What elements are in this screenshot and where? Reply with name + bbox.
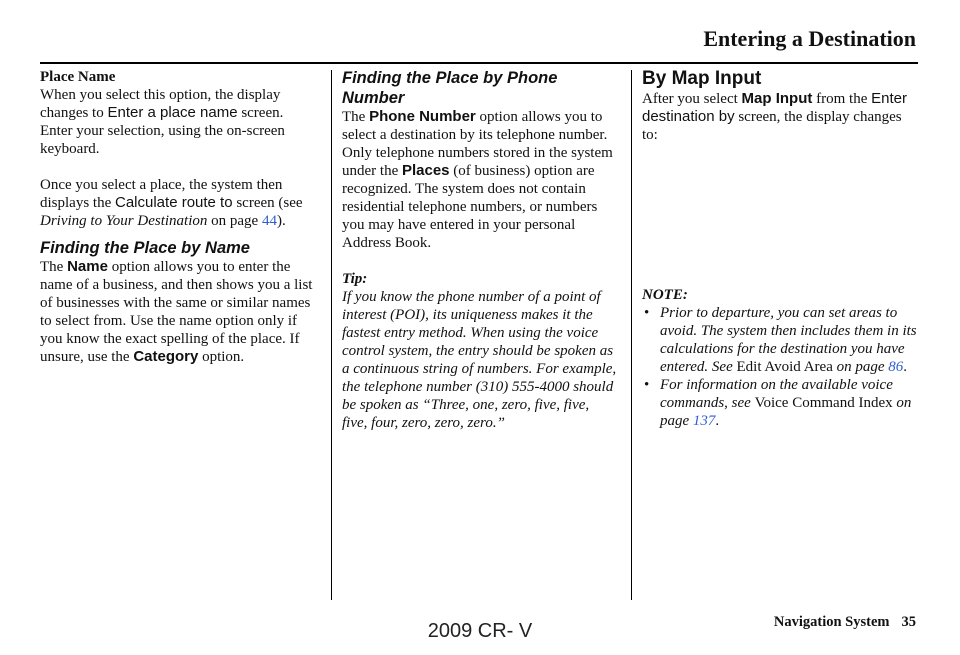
column-right (642, 68, 920, 430)
text-run: screen. Enter your selection, using the on-screen keyboard. (40, 105, 285, 157)
bullet-icon: • (644, 377, 650, 393)
watermark-text: 2009 CR- V (427, 620, 533, 642)
finding-by-name-heading: Finding the Place by Name (40, 239, 250, 257)
screen-name-calculate-route: Calculate route to (115, 194, 233, 211)
reference-driving: Driving to Your Destination (40, 213, 208, 229)
text-run: on page (207, 213, 262, 229)
column-middle (342, 68, 618, 432)
column-left (40, 68, 318, 366)
place-name-heading: Place Name (40, 69, 116, 85)
text-run: When you select this option, the display changes to (40, 87, 281, 121)
text-run: After you select (642, 91, 742, 107)
reference-edit-avoid-area: Edit Avoid Area (736, 359, 833, 375)
text-run: The (342, 109, 370, 125)
screen-name-enter-place: Enter a place name (107, 104, 238, 121)
page-link-44[interactable]: 44 (261, 213, 277, 229)
text-run: option. (198, 349, 245, 365)
list-item (642, 304, 920, 376)
finding-by-phone-heading: Finding the Place by Phone Number (342, 69, 558, 107)
list-item (642, 376, 920, 430)
text-run: screen, the display changes to: (642, 109, 902, 143)
reference-voice-command-index: Voice Command Index (754, 395, 893, 411)
column-divider-left (331, 70, 332, 600)
text-run: For information on the available voice commands, see (660, 377, 893, 411)
header-divider (40, 62, 918, 64)
finding-by-name-paragraph (40, 258, 318, 366)
text-run: Once you select a place, the system then displays the (40, 177, 283, 211)
page-link-86[interactable]: 86 (888, 359, 904, 375)
option-map-input: Map Input (741, 90, 813, 107)
map-input-paragraph (642, 90, 920, 144)
text-run: . (903, 359, 908, 375)
page-title: Entering a Destination (703, 26, 916, 51)
page-link-137[interactable]: 137 (692, 413, 716, 429)
note-label: NOTE: (642, 287, 688, 303)
text-run: . (715, 413, 720, 429)
text-run: screen (see (232, 195, 303, 211)
tip-label: Tip: (342, 271, 368, 287)
column-divider-right (631, 70, 632, 600)
text-run: option allows you to select a destination by its telephone number. Only telephone numbers stored in the system under the (342, 109, 613, 179)
page-number: 35 (901, 614, 916, 630)
text-run: on page (660, 395, 912, 429)
footer-section-name: Navigation System (773, 614, 890, 630)
screen-name-enter-destination-by: Enter destination by (642, 90, 907, 125)
option-phone-number: Phone Number (369, 108, 476, 125)
text-run: from the (812, 91, 872, 107)
blank-space (642, 144, 920, 286)
option-category: Category (133, 348, 199, 365)
calculate-route-paragraph (40, 176, 318, 230)
option-places: Places (401, 162, 450, 179)
phone-number-paragraph (342, 108, 618, 252)
tip-text: If you know the phone number of a point of interest (POI), its uniqueness makes it the fastest entry method. When using the voice control system, the entry should be spoken as a continuous string of numbers. For example, the telephone number (310) 555-4000 should be spoken as “Three, one, zero, five, five, five, four, zero, zero, zero.” (342, 289, 617, 431)
text-run: option allows you to enter the name of a business, and then shows you a list of businesses with the same or similar names to select from. Use the name option only if you know the exact spelling of the place. If unsure, use the (40, 259, 313, 365)
place-name-paragraph (40, 86, 318, 158)
text-run: (of business) option are recognized. The system does not contain residential telephone numbers, or numbers you may have entered in your personal Address Book. (342, 163, 598, 251)
text-run: Prior to departure, you can set areas to avoid. The system then includes them in its calculations for the destination you have entered. See (660, 305, 917, 375)
note-list (642, 304, 920, 430)
text-run: ). (276, 213, 286, 229)
text-run: The (40, 259, 68, 275)
bullet-icon: • (644, 305, 650, 321)
option-name: Name (67, 258, 108, 275)
text-run: on page (832, 359, 889, 375)
by-map-input-heading: By Map Input (642, 68, 762, 89)
